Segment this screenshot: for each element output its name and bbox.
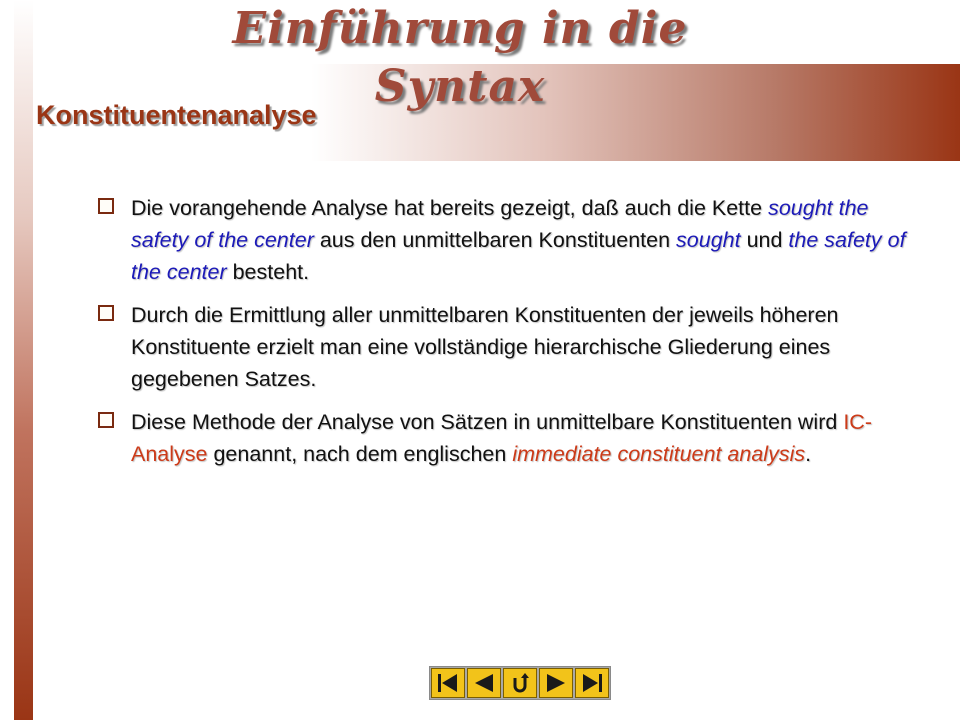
- slide-title: Konstituentenanalyse: [36, 100, 317, 130]
- slide-navigation: [429, 666, 611, 700]
- term-highlight-english: immediate constituent analysis: [512, 442, 806, 466]
- left-gradient-bar: [14, 0, 33, 720]
- bullet-text-1: Die vorangehende Analyse hat bereits gezeigt, daß auch die Kette sought the safety of the center aus den unmittelbaren Konstituenten sought und the safety of the center besteht.: [131, 196, 906, 284]
- bullet-text-2: Durch die Ermittlung aller unmittelbaren Konstituenten der jeweils höheren Konstituente erzielt man eine vollständige hierarchische Gliederung eines gegebenen Satzes.: [131, 303, 839, 391]
- square-bullet-icon: [98, 412, 114, 428]
- bullet-text-3: Diese Methode der Analyse von Sätzen in unmittelbare Konstituenten wird IC-Analyse genannt, nach dem englischen immediate constituent analysis.: [131, 410, 872, 466]
- previous-slide-icon: [472, 672, 496, 694]
- return-button[interactable]: [503, 668, 537, 698]
- next-slide-icon: [544, 672, 568, 694]
- previous-slide-button[interactable]: [467, 668, 501, 698]
- bullet-item-1: [98, 192, 918, 288]
- bullet-list: [98, 192, 918, 481]
- example-phrase: sought the safety of the center: [131, 196, 869, 252]
- term-highlight: IC-Analyse: [131, 410, 872, 466]
- first-slide-button[interactable]: [431, 668, 465, 698]
- last-slide-button[interactable]: [575, 668, 609, 698]
- banner-title: Einführung in die Syntax: [232, 3, 688, 112]
- square-bullet-icon: [98, 305, 114, 321]
- last-slide-icon: [580, 672, 604, 694]
- example-word: sought: [676, 228, 741, 252]
- return-icon: [508, 672, 532, 694]
- next-slide-button[interactable]: [539, 668, 573, 698]
- first-slide-icon: [436, 672, 460, 694]
- bullet-item-2: [98, 299, 918, 395]
- bullet-item-3: [98, 406, 918, 470]
- example-phrase: the safety of the center: [131, 228, 906, 284]
- square-bullet-icon: [98, 198, 114, 214]
